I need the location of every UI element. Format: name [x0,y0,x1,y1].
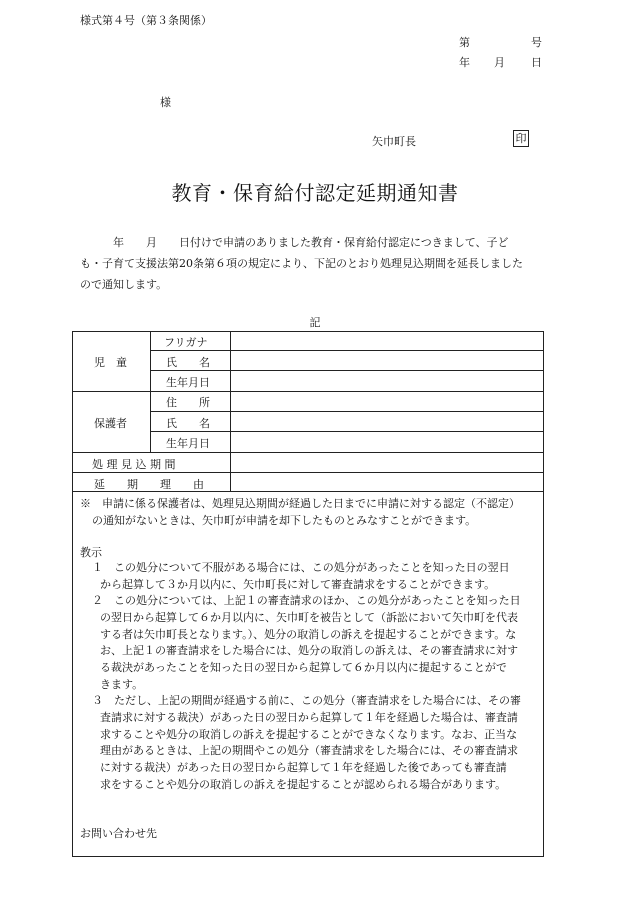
table-rule [150,350,544,351]
instruction-line: に対する裁決）があった日の翌日から起算して１年を経過した後であっても審査請 [100,761,507,774]
date-day-label: 日 [531,56,542,69]
instruction-line: の翌日から起算して６か月以内に、矢巾町を被告として（訴訟において矢巾町を代表 [100,611,518,624]
guardian-address-label: 住 所 [166,396,210,409]
table-rule [150,370,544,371]
instruction-line: きます。 [100,678,144,691]
table-rule [230,331,231,492]
instruction-heading: 教示 [80,546,102,559]
instruction-line: お、上記１の審査請求をした場合には、処分の取消しの訴えは、その審査請求に対す [100,644,518,657]
table-rule [150,431,544,432]
instruction-line: 理由があるときは、上記の期間やこの処分（審査請求をした場合には、その審査請求 [100,744,518,757]
recipient-honorific: 様 [160,96,171,109]
document-number-suffix: 号 [531,36,542,49]
instruction-line: 求することや処分の取消しの訴えを提起することができなくなります。なお、正当な [100,728,518,741]
document-title: 教育・保育給付認定延期通知書 [171,181,459,205]
table-rule [150,331,151,452]
instruction-line: 査請求に対する裁決）があった日の翌日から起算して１年を経過した場合は、審査請 [100,711,518,724]
child-label: 児 童 [94,356,127,369]
ki-heading: 記 [309,316,321,329]
note-text: の通知がないときは、矢巾町が申請を却下したものとみなすことができます。 [92,514,477,527]
instruction-line: 求をすることや処分の取消しの訴えを提起することが認められる場合があります。 [100,778,507,791]
instruction-line: る裁決があったことを知った日の翌日から起算して６か月以内に提起することがで [100,661,507,674]
issuer-name: 矢巾町長 [372,135,416,148]
instruction-line: ２ この処分については、上記１の審査請求のほか、この処分があったことを知った日 [92,594,521,607]
body-line: 年 月 日付けで申請のありました教育・保育給付認定につきまして、子ど [80,236,509,249]
table-rule [72,452,544,453]
child-birthdate-label: 生年月日 [166,376,210,389]
extension-reason-label: 延 期 理 由 [94,478,204,491]
processing-period-label: 処 理 見 込 期 間 [92,458,176,471]
instruction-line: する者は矢巾町長となります。）、処分の取消しの訴えを提起することができます。な [100,628,517,641]
table-rule [150,411,544,412]
child-name-label: 氏 名 [166,356,210,369]
document-number-label: 第 [459,36,470,49]
guardian-birthdate-label: 生年月日 [166,437,210,450]
date-year-label: 年 [459,56,470,69]
table-rule [72,472,544,473]
date-month-label: 月 [494,56,505,69]
guardian-label: 保護者 [94,417,127,430]
note-text: ※ 申請に係る保護者は、処理見込期間が経過した日までに申請に対する認定（不認定） [80,497,520,510]
guardian-name-label: 氏 名 [166,417,210,430]
instruction-line: ３ ただし、上記の期間が経過する前に、この処分（審査請求をした場合には、その審 [92,694,521,707]
seal-mark: 印 [513,130,529,147]
body-line: も・子育て支援法第20条第６項の規定により、下記のとおり処理見込期間を延長しました [80,257,523,270]
contact-label: お問い合わせ先 [80,827,157,840]
child-furigana-label: フリガナ [164,336,208,349]
form-label: 様式第４号（第３条関係） [80,14,212,27]
instruction-line: １ この処分について不服がある場合には、この処分があったことを知った日の翌日 [92,561,510,574]
instruction-line: から起算して３か月以内に、矢巾町長に対して審査請求をすることができます。 [100,578,496,591]
body-line: ので通知します。 [80,278,168,291]
table-rule [72,391,544,392]
